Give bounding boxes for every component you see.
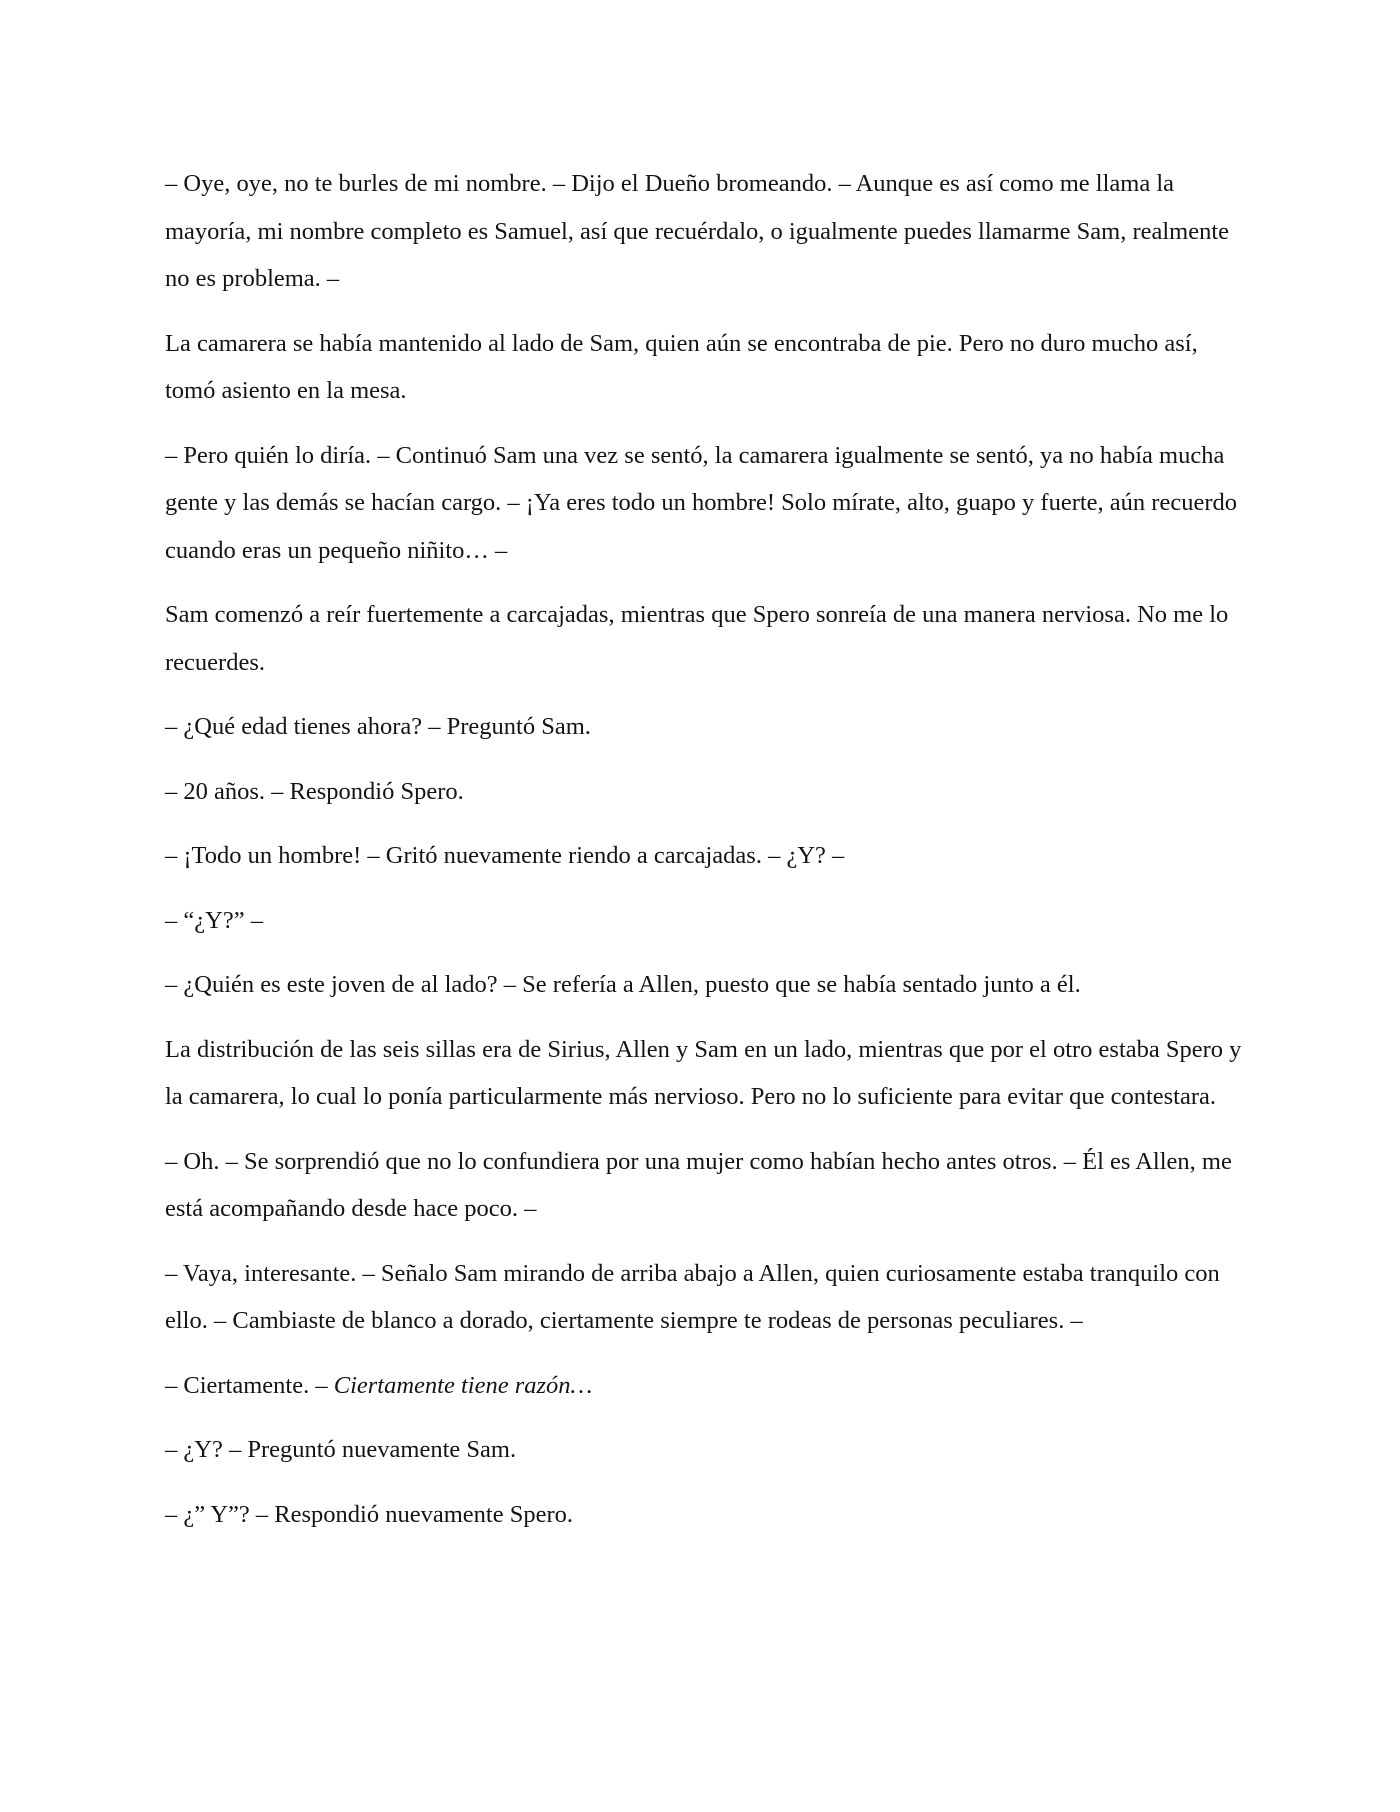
paragraph <box>165 1491 1245 1539</box>
paragraph <box>165 1362 1245 1410</box>
paragraph-text: – Pero quién lo diría. – Continuó Sam una vez se sentó, la camarera igualmente se sentó, ya no había mucha gente y las demás se hacían cargo. – ¡Ya eres todo un hombre! Solo mírate, alto, guapo y fuerte, aún recuerdo cuando eras un pequeño niñito… – <box>165 441 1237 564</box>
paragraph <box>165 703 1245 751</box>
paragraph <box>165 961 1245 1009</box>
paragraph-text: – ¿Y? – Preguntó nuevamente Sam. <box>165 1436 517 1463</box>
document-body <box>165 160 1245 1555</box>
paragraph-text: – Oye, oye, no te burles de mi nombre. – Dijo el Dueño bromeando. – Aunque es así como me llama la mayoría, mi nombre completo es Samuel, así que recuérdalo, o igualmente puedes llamarme Sam, realmente no es problema. – <box>165 170 1230 292</box>
paragraph <box>165 897 1245 945</box>
paragraph-text: – “¿Y?” – <box>165 906 263 934</box>
paragraph <box>165 1250 1245 1345</box>
paragraph-text: – Oh. – Se sorprendió que no lo confundiera por una mujer como habían hecho antes otros. – Él es Allen, me está acompañando desde hace poco. – <box>165 1147 1232 1222</box>
paragraph-text: La distribución de las seis sillas era de Sirius, Allen y Sam en un lado, mientras que por el otro estaba Spero y la camarera, lo cual lo ponía particularmente más nervioso. Pero no lo suficiente para evitar que contestara. <box>165 1035 1242 1110</box>
paragraph-text: – ¿Qué edad tienes ahora? – Preguntó Sam. <box>165 713 591 740</box>
italic-thought: Ciertamente tiene razón… <box>333 1371 593 1399</box>
paragraph <box>165 1426 1245 1474</box>
paragraph-text: – 20 años. – Respondió Spero. <box>165 777 464 805</box>
paragraph <box>165 1026 1245 1121</box>
paragraph <box>165 591 1245 686</box>
paragraph-text: – Ciertamente. – <box>165 1371 334 1399</box>
paragraph <box>165 832 1245 880</box>
paragraph <box>165 432 1245 575</box>
paragraph-text: – ¡Todo un hombre! – Gritó nuevamente riendo a carcajadas. – ¿Y? – <box>165 842 845 869</box>
paragraph-text: Sam comenzó a reír fuertemente a carcajadas, mientras que Spero sonreía de una manera nerviosa. No me lo recuerdes. <box>165 601 1229 676</box>
paragraph-text: – Vaya, interesante. – Señalo Sam mirando de arriba abajo a Allen, quien curiosamente estaba tranquilo con ello. – Cambiaste de blanco a dorado, ciertamente siempre te rodeas de personas peculiares. – <box>165 1259 1220 1334</box>
paragraph <box>165 160 1245 303</box>
paragraph-text: – ¿” Y”? – Respondió nuevamente Spero. <box>165 1500 573 1528</box>
paragraph <box>165 768 1245 816</box>
paragraph <box>165 1138 1245 1233</box>
paragraph-text: La camarera se había mantenido al lado de Sam, quien aún se encontraba de pie. Pero no duro mucho así, tomó asiento en la mesa. <box>165 329 1198 404</box>
paragraph <box>165 320 1245 415</box>
paragraph-text: – ¿Quién es este joven de al lado? – Se refería a Allen, puesto que se había sentado junto a él. <box>165 971 1081 998</box>
